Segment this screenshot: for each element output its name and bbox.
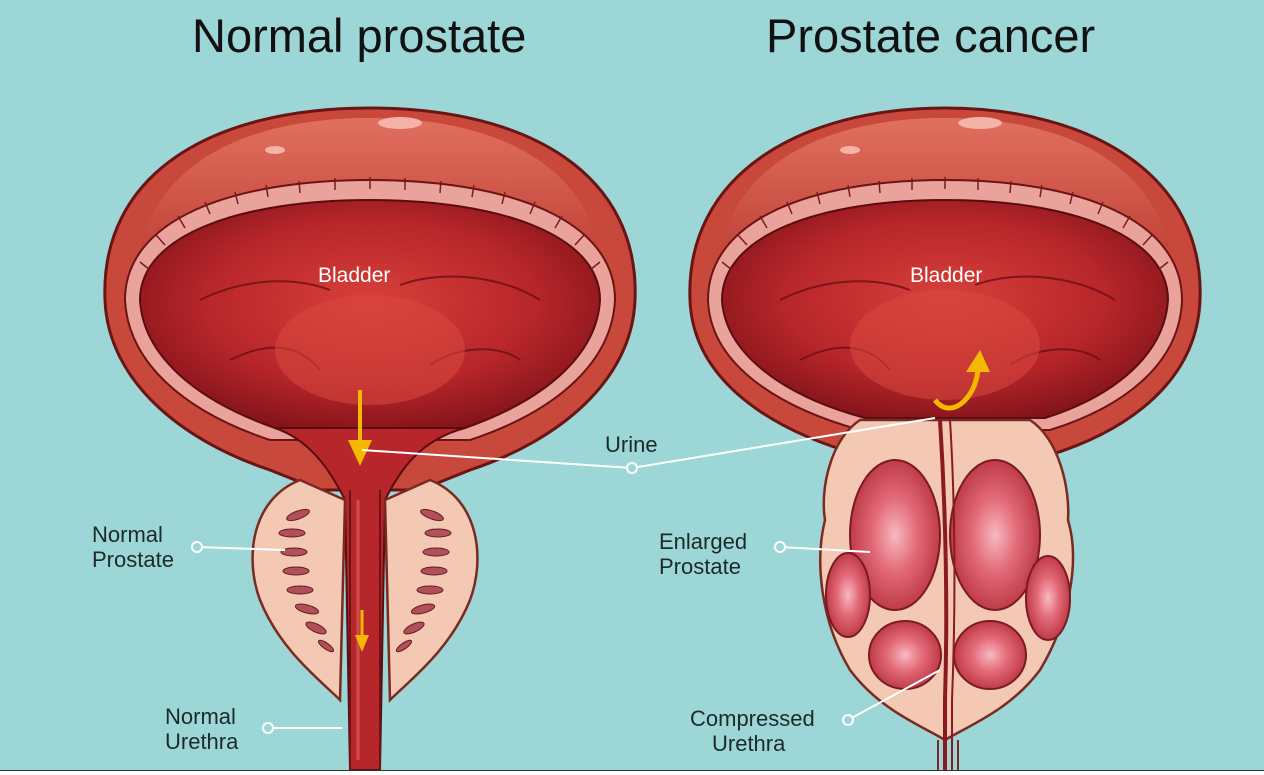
label-bladder-normal: Bladder	[318, 264, 391, 287]
label-normal-urethra	[165, 704, 238, 754]
label-normal-urethra-line1: Normal	[165, 704, 236, 729]
label-normal-prostate-line1: Normal	[92, 522, 163, 547]
enlarged-prostate	[820, 420, 1073, 770]
label-enlarged-prostate-line2: Prostate	[659, 554, 741, 579]
label-compressed-urethra	[690, 706, 815, 756]
label-bladder-cancer: Bladder	[910, 264, 983, 287]
normal-bladder	[105, 108, 635, 770]
bottom-border	[0, 770, 1264, 775]
label-compressed-urethra-line1: Compressed	[690, 706, 815, 731]
label-normal-prostate-line2: Prostate	[92, 547, 174, 572]
label-normal-urethra-line2: Urethra	[165, 729, 239, 754]
label-enlarged-prostate	[659, 529, 747, 579]
label-urine: Urine	[605, 432, 658, 457]
label-compressed-urethra-line2: Urethra	[712, 731, 786, 756]
title-prostate-cancer: Prostate cancer	[766, 9, 1096, 62]
label-normal-prostate	[92, 522, 174, 572]
title-normal-prostate: Normal prostate	[192, 9, 527, 62]
label-enlarged-prostate-line1: Enlarged	[659, 529, 748, 554]
